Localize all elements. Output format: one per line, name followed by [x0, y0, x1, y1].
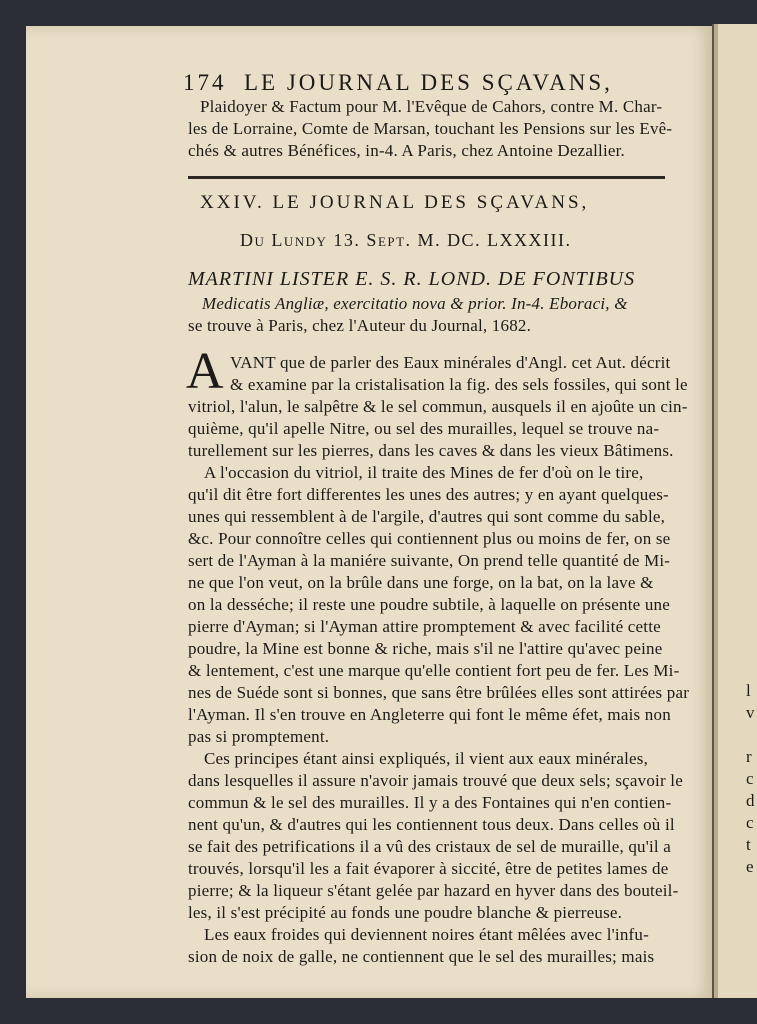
- page-number: 174: [183, 70, 227, 95]
- facing-letter: e: [746, 857, 754, 876]
- facing-letter: v: [746, 703, 755, 722]
- facing-letter: t: [746, 835, 751, 854]
- article-title-3: se trouve à Paris, chez l'Auteur du Journal, 1682.: [188, 316, 532, 335]
- top-line-2: les de Lorraine, Comte de Marsan, touchant les Pensions sur les Evê-: [188, 119, 673, 138]
- body-line: pas si promptement.: [188, 727, 330, 746]
- issue-date: Du Lundy 13. Sept. M. DC. LXXXIII.: [240, 230, 572, 250]
- body-line: l'Ayman. Il s'en trouve en Angleterre qui font le même éfet, mais non: [188, 705, 671, 724]
- facing-letter: r: [746, 747, 752, 766]
- body-line: Les eaux froides qui deviennent noires étant mêlées avec l'infu-: [204, 925, 649, 944]
- article-title-1: MARTINI LISTER E. S. R. LOND. DE FONTIBUS: [188, 268, 636, 290]
- body-line: trouvés, lorsqu'il les a fait évaporer à siccité, être de petites lames de: [188, 859, 669, 878]
- body-line: A l'occasion du vitriol, il traite des Mines de fer d'où on le tire,: [204, 463, 644, 482]
- body-line: & examine par la cristalisation la fig. des sels fossiles, qui sont le: [230, 375, 688, 394]
- body-line: quième, qu'il apelle Nitre, ou sel des murailles, lequel se trouve na-: [188, 419, 660, 438]
- top-line-3: chés & autres Bénéfices, in-4. A Paris, chez Antoine Dezallier.: [188, 141, 625, 160]
- body-line: sion de noix de galle, ne contiennent que le sel des murailles; mais: [188, 947, 655, 966]
- body-line: sert de l'Ayman à la maniére suivante, On prend telle quantité de Mi-: [188, 551, 671, 570]
- facing-letter: l: [746, 681, 751, 700]
- body-line: pierre; & la liqueur s'étant gelée par hazard en hyver dans des bouteil-: [188, 881, 679, 900]
- facing-letter: d: [746, 791, 755, 810]
- body-line: unes qui ressemblent à de l'argile, d'autres qui sont comme du sable,: [188, 507, 666, 526]
- body-line: dans lesquelles il assure n'avoir jamais trouvé que deux sels; sçavoir le: [188, 771, 683, 790]
- top-line-1: Plaidoyer & Factum pour M. l'Evêque de Cahors, contre M. Char-: [200, 97, 663, 116]
- drop-cap: A: [186, 343, 224, 400]
- facing-letter: c: [746, 813, 754, 832]
- article-title-2: Medicatis Angliæ, exercitatio nova & prior. In-4. Eboraci, &: [202, 294, 628, 313]
- body-line: nes de Suéde sont si bonnes, que sans être brûlées elles sont attirées par: [188, 683, 690, 702]
- issue-title: XXIV. LE JOURNAL DES SÇAVANS,: [200, 192, 590, 213]
- body-line: pierre d'Ayman; si l'Ayman attire promptement & avec facilité cette: [188, 617, 661, 636]
- section-rule: [188, 176, 665, 179]
- body-line: Ces principes étant ainsi expliqués, il vient aux eaux minérales,: [204, 749, 649, 768]
- body-line: on la desséche; il reste une poudre subtile, à laquelle on présente une: [188, 595, 671, 614]
- body-line: se fait des petrifications il a vû des cristaux de sel de muraille, qu'il a: [188, 837, 672, 856]
- body-line: nent qu'un, & d'autres qui les contiennent tous deux. Dans celles où il: [188, 815, 675, 834]
- running-title: LE JOURNAL DES SÇAVANS,: [244, 70, 613, 95]
- body-line: ne que l'on veut, on la brûle dans une forge, on la bat, on la lave &: [188, 573, 654, 592]
- body-line: les, il s'est précipité au fonds une poudre blanche & pierreuse.: [188, 903, 623, 922]
- body-line: & lentement, c'est une marque qu'elle contient fort peu de fer. Les Mi-: [188, 661, 680, 680]
- running-header: [183, 70, 613, 96]
- body-line: poudre, la Mine est bonne & riche, mais s'il ne l'attire qu'avec peine: [188, 639, 663, 658]
- body-line: qu'il dit être fort differentes les unes des autres; y en ayant quelques-: [188, 485, 669, 504]
- body-line: vitriol, l'alun, le salpêtre & le sel commun, ausquels il en ajoûte un cin-: [188, 397, 688, 416]
- body-line: VANT que de parler des Eaux minérales d'Angl. cet Aut. décrit: [230, 353, 671, 372]
- body-line: commun & le sel des murailles. Il y a des Fontaines qui n'en contien-: [188, 793, 672, 812]
- body-line: &c. Pour connoître celles qui contiennent plus ou moins de fer, on se: [188, 529, 671, 548]
- facing-letter: c: [746, 769, 754, 788]
- body-line: turellement sur les pierres, dans les caves & dans les vieux Bâtimens.: [188, 441, 674, 460]
